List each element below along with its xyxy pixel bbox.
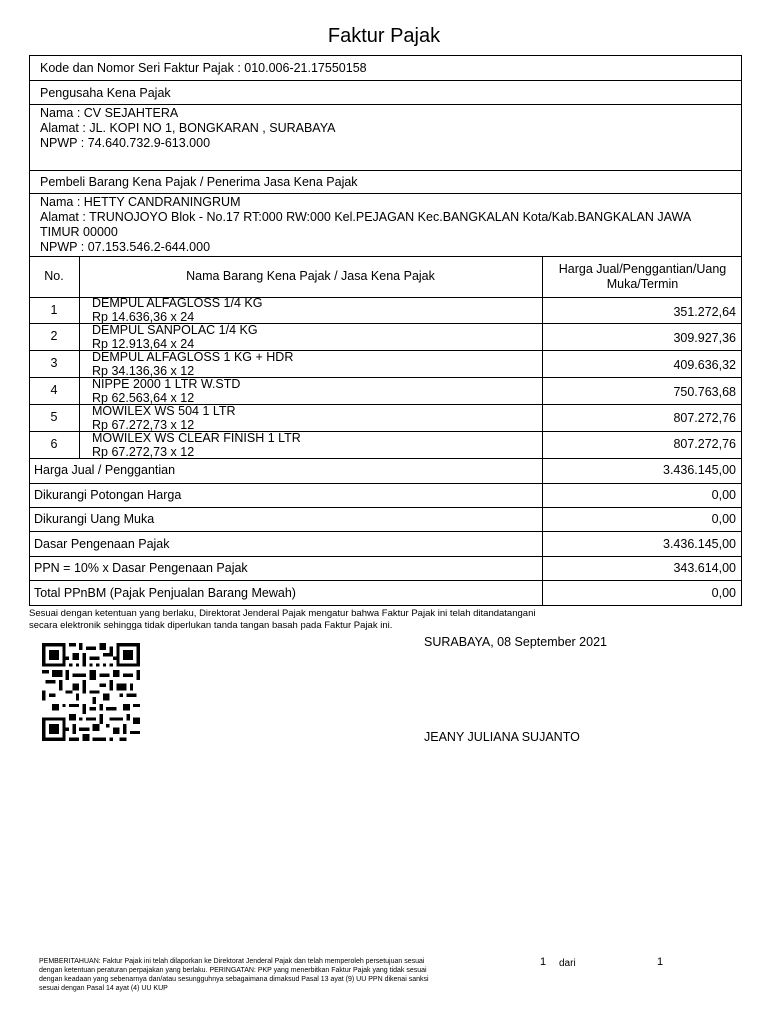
page-title: Faktur Pajak bbox=[327, 25, 441, 47]
item-name: DEMPUL SANPOLAC 1/4 KG bbox=[92, 323, 258, 337]
summary-value: 3.436.145,00 bbox=[663, 537, 736, 551]
item-detail: Rp 67.272,73 x 12 bbox=[92, 418, 195, 432]
item-no: 6 bbox=[50, 437, 58, 451]
item-detail: Rp 62.563,64 x 12 bbox=[92, 391, 195, 405]
divider bbox=[29, 170, 742, 171]
col-header-amount-2: Muka/Termin bbox=[606, 277, 679, 291]
divider bbox=[29, 193, 742, 194]
footer-line-4: sesuai dengan Pasal 14 ayat (4) UU KUP bbox=[39, 985, 168, 992]
item-detail: Rp 67.272,73 x 12 bbox=[92, 445, 195, 459]
seller-address: Alamat : JL. KOPI NO 1, BONGKARAN , SURABAYA bbox=[40, 121, 336, 135]
pkp-header: Pengusaha Kena Pajak bbox=[40, 86, 171, 100]
buyer-npwp: NPWP : 07.153.546.2-644.000 bbox=[40, 240, 211, 254]
col-header-amount-1: Harga Jual/Penggantian/Uang bbox=[558, 262, 727, 276]
qr-code-icon bbox=[40, 643, 142, 741]
summary-label: Harga Jual / Penggantian bbox=[34, 463, 176, 477]
item-name: NIPPE 2000 1 LTR W.STD bbox=[92, 377, 241, 391]
col-separator bbox=[542, 458, 543, 606]
e-signature-notice-2: secara elektronik sehingga tidak diperlukan tanda tangan basah pada Faktur Pajak ini. bbox=[29, 620, 393, 631]
col-header-name: Nama Barang Kena Pajak / Jasa Kena Pajak bbox=[186, 269, 435, 283]
summary-label: Dasar Pengenaan Pajak bbox=[34, 537, 170, 551]
item-detail: Rp 14.636,36 x 24 bbox=[92, 310, 195, 324]
summary-label: PPN = 10% x Dasar Pengenaan Pajak bbox=[34, 561, 248, 575]
seller-name: Nama : CV SEJAHTERA bbox=[40, 106, 179, 120]
buyer-address-2: TIMUR 00000 bbox=[40, 225, 118, 239]
divider bbox=[29, 104, 742, 105]
item-amount: 351.272,64 bbox=[673, 305, 736, 319]
item-no: 5 bbox=[50, 410, 58, 424]
item-name: DEMPUL ALFAGLOSS 1 KG + HDR bbox=[92, 350, 294, 364]
item-detail: Rp 12.913,64 x 24 bbox=[92, 337, 195, 351]
buyer-name: Nama : HETTY CANDRANINGRUM bbox=[40, 195, 241, 209]
item-name: MOWILEX WS 504 1 LTR bbox=[92, 404, 236, 418]
divider bbox=[29, 580, 742, 581]
divider bbox=[29, 483, 742, 484]
divider bbox=[29, 256, 742, 257]
e-signature-notice-1: Sesuai dengan ketentuan yang berlaku, Direktorat Jenderal Pajak mengatur bahwa Faktur Pajak ini telah ditandatangani bbox=[29, 608, 536, 619]
col-separator bbox=[79, 256, 80, 458]
divider bbox=[29, 556, 742, 557]
summary-value: 343.614,00 bbox=[673, 561, 736, 575]
footer-line-3: dengan keadaan yang sebenarnya dan/atau sesungguhnya sebagaimana dimaksud Pasal 13 ayat (9) UU PPN dikenai sanksi bbox=[39, 976, 429, 983]
summary-value: 0,00 bbox=[711, 586, 736, 600]
item-detail: Rp 34.136,36 x 12 bbox=[92, 364, 195, 378]
col-separator bbox=[542, 256, 543, 458]
signer-name: JEANY JULIANA SUJANTO bbox=[424, 730, 580, 744]
summary-label: Total PPnBM (Pajak Penjualan Barang Mewah) bbox=[34, 586, 296, 600]
divider bbox=[29, 80, 742, 81]
item-amount: 309.927,36 bbox=[673, 331, 736, 345]
buyer-header: Pembeli Barang Kena Pajak / Penerima Jasa Kena Pajak bbox=[40, 175, 358, 189]
signature-place-date: SURABAYA, 08 September 2021 bbox=[424, 635, 607, 649]
buyer-address-1: Alamat : TRUNOJOYO Blok - No.17 RT:000 RW:000 Kel.PEJAGAN Kec.BANGKALAN Kota/Kab.BANGKALAN JAWA bbox=[40, 210, 692, 224]
item-name: MOWILEX WS CLEAR FINISH 1 LTR bbox=[92, 431, 301, 445]
kode-seri: Kode dan Nomor Seri Faktur Pajak : 010.006-21.17550158 bbox=[40, 61, 367, 75]
item-amount: 807.272,76 bbox=[673, 437, 736, 451]
summary-value: 3.436.145,00 bbox=[663, 463, 736, 477]
item-amount: 750.763,68 bbox=[673, 385, 736, 399]
divider bbox=[29, 458, 742, 459]
item-no: 1 bbox=[50, 303, 58, 317]
summary-value: 0,00 bbox=[711, 488, 736, 502]
summary-value: 0,00 bbox=[711, 512, 736, 526]
item-amount: 807.272,76 bbox=[673, 411, 736, 425]
summary-label: Dikurangi Potongan Harga bbox=[34, 488, 182, 502]
item-no: 3 bbox=[50, 356, 58, 370]
seller-npwp: NPWP : 74.640.732.9-613.000 bbox=[40, 136, 211, 150]
item-no: 2 bbox=[50, 329, 58, 343]
divider bbox=[29, 507, 742, 508]
page-number-of: dari bbox=[559, 958, 576, 969]
item-amount: 409.636,32 bbox=[673, 358, 736, 372]
col-header-no: No. bbox=[44, 269, 64, 283]
divider bbox=[29, 531, 742, 532]
item-name: DEMPUL ALFAGLOSS 1/4 KG bbox=[92, 296, 263, 310]
footer-line-2: dengan ketentuan peraturan perpajakan yang berlaku. PERINGATAN: PKP yang menerbitkan Faktur Pajak yang tidak sesuai bbox=[39, 967, 427, 974]
footer-line-1: PEMBERITAHUAN: Faktur Pajak ini telah dilaporkan ke Direktorat Jenderal Pajak dan telah memperoleh persetujuan sesuai bbox=[39, 958, 425, 965]
page-number-current: 1 bbox=[540, 956, 547, 968]
item-no: 4 bbox=[50, 383, 58, 397]
summary-label: Dikurangi Uang Muka bbox=[34, 512, 155, 526]
page-number-total: 1 bbox=[657, 956, 664, 968]
